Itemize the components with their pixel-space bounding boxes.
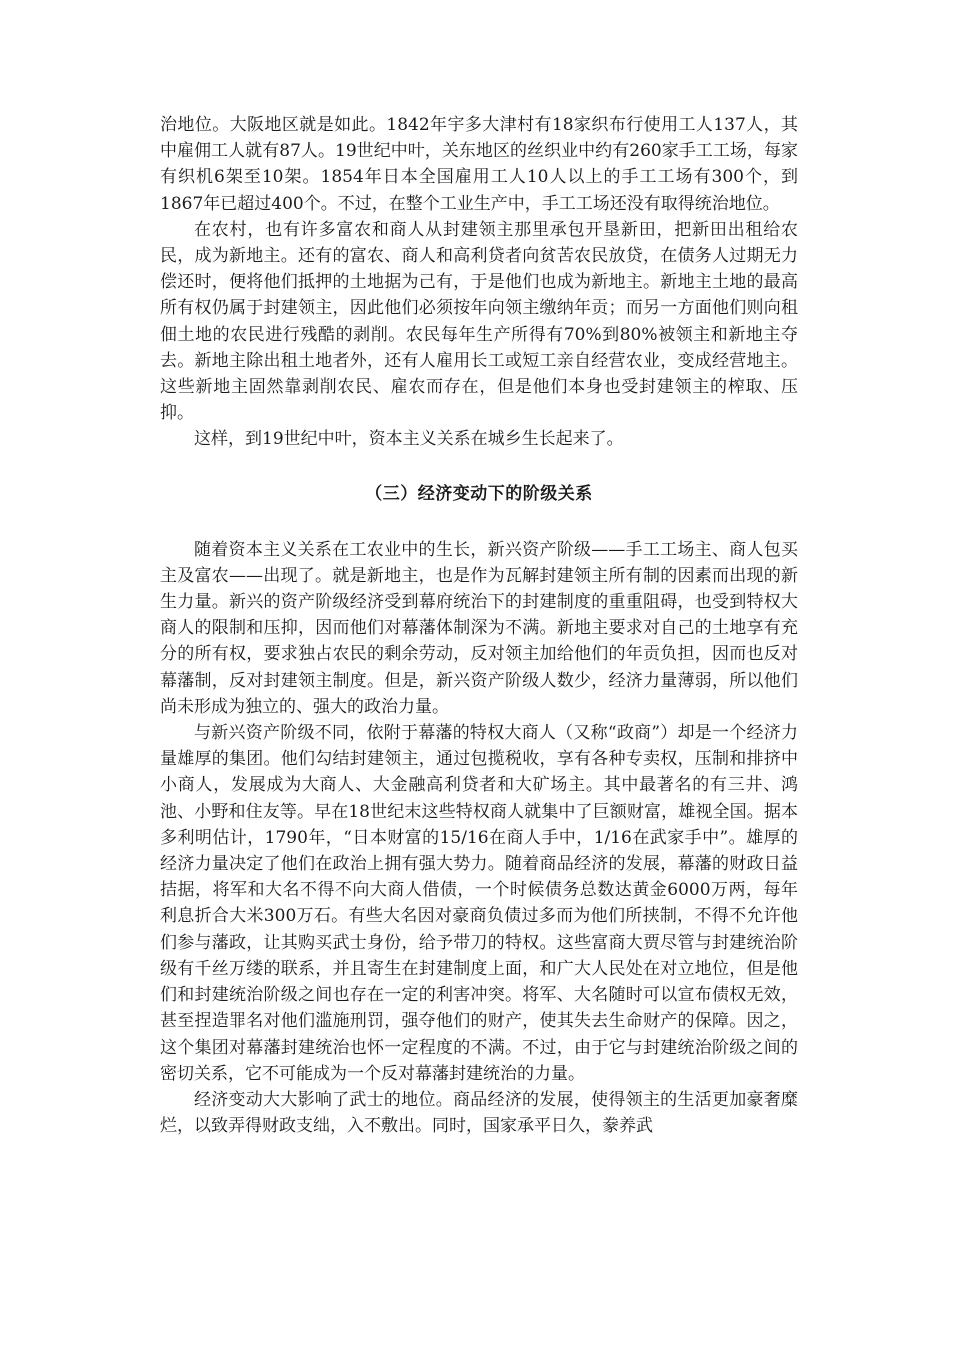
paragraph-6: 经济变动大大影响了武士的地位。商品经济的发展，使得领主的生活更加豪奢糜烂，以致弄得财政支绌，入不敷出。同时，国家承平日久，豢养武 bbox=[160, 1089, 798, 1137]
document-page bbox=[160, 112, 798, 1139]
section-heading: （三）经济变动下的阶级关系 bbox=[365, 483, 593, 504]
paragraph-3: 这样，到19世纪中叶，资本主义关系在城乡生长起来了。 bbox=[194, 429, 624, 450]
paragraph-5: 与新兴资产阶级不同，依附于幕藩的特权大商人（又称“政商”）却是一个经济力量雄厚的集团。他们勾结封建领主，通过包揽税收，享有各种专卖权，压制和排挤中小商人，发展成为大商人、大金融高利贷者和大矿场主。其中最著名的有三井、鸿池、小野和住友等。早在18世纪末这些特权商人就集中了巨额财富，雄视全国。据本多利明估计，1790年，“日本财富的15/16在商人手中，1/16在武家手中”。雄厚的经济力量决定了他们在政治上拥有强大势力。随着商品经济的发展，幕藩的财政日益拮据，将军和大名不得不向大商人借债，一个时候债务总数达黄金6000万两，每年利息折合大米300万石。有些大名因对豪商负债过多而为他们所挟制，不得不允许他们参与藩政，让其购买武士身份，给予带刀的特权。这些富商大贾尽管与封建统治阶级有千丝万缕的联系，并且寄生在封建制度上面，和广大人民处在对立地位，但是他们和封建统治阶级之间也存在一定的利害冲突。将军、大名随时可以宣布债权无效，甚至捏造罪名对他们滥施刑罚，强夺他们的财产，使其失去生命财产的保障。因之，这个集团对幕藩封建统治也怀一定程度的不满。不过，由于它与封建统治阶级之间的密切关系，它不可能成为一个反对幕藩封建统治的力量。 bbox=[160, 723, 798, 1084]
paragraph-2: 在农村，也有许多富农和商人从封建领主那里承包开垦新田，把新田出租给农民，成为新地主。还有的富农、商人和高利贷者向贫苦农民放贷，在债务人过期无力偿还时，便将他们抵押的土地据为己有，于是他们也成为新地主。新地主土地的最高所有权仍属于封建领主，因此他们必须按年向领主缴纳年贡；而另一方面他们则向租佃土地的农民进行残酷的剥削。农民每年生产所得有70%到80%被领主和新地主夺去。新地主除出租土地者外，还有人雇用长工或短工亲自经营农业，变成经营地主。这些新地主固然靠剥削农民、雇农而存在，但是他们本身也受封建领主的榨取、压抑。 bbox=[160, 219, 798, 424]
paragraph-1: 治地位。大阪地区就是如此。1842年宇多大津村有18家织布行使用工人137人，其中雇佣工人就有87人。19世纪中叶，关东地区的丝织业中约有260家手工工场，每家有织机6架至10架。1854年日本全国雇用工人10人以上的手工工场有300个，到1867年已超过400个。不过，在整个工业生产中，手工工场还没有取得统治地位。 bbox=[160, 115, 798, 214]
paragraph-4: 随着资本主义关系在工农业中的生长，新兴资产阶级——手工工场主、商人包买主及富农——出现了。就是新地主，也是作为瓦解封建领主所有制的因素而出现的新生力量。新兴的资产阶级经济受到幕府统治下的封建制度的重重阻碍，也受到特权大商人的限制和压抑，因而他们对幕藩体制深为不满。新地主要求对自己的土地享有充分的所有权，要求独占农民的剩余劳动，反对领主加给他们的年贡负担，因而也反对幕藩制，反对封建领主制度。但是，新兴资产阶级人数少，经济力量薄弱，所以他们尚未形成为独立的、强大的政治力量。 bbox=[160, 539, 798, 717]
